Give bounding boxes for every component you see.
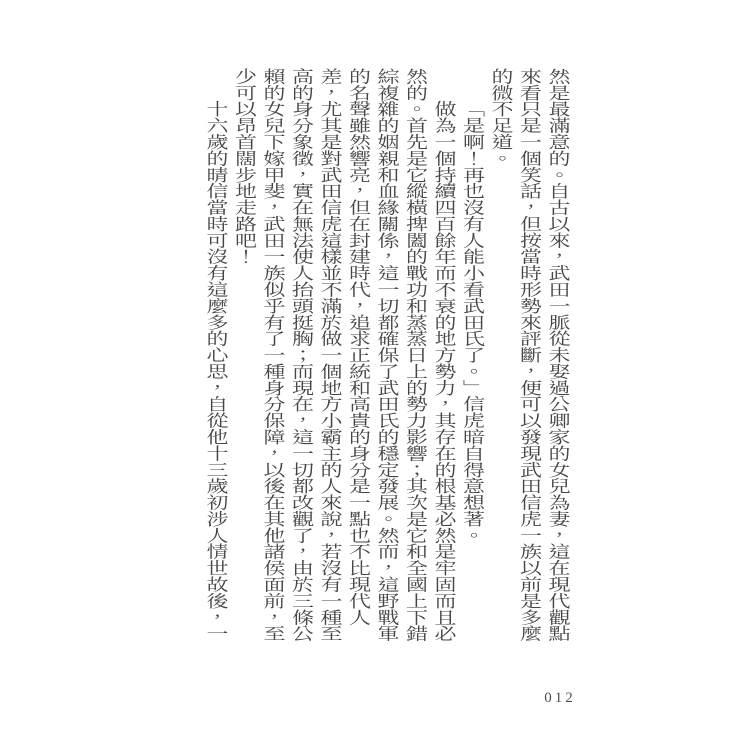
paragraph-dialogue: 「是啊！再也沒有人能小看武田氏了。」信虎暗自得意想著。	[460, 100, 486, 544]
paragraph-continuation: 然是最滿意的。自古以來，武田一脈從未娶過公卿家的女兒為妻，這在現代觀點來看只是一個笑話，但按當時形勢來評斷，便可以發現武田信虎一族以前是多麼的微不足道。	[489, 68, 571, 642]
page-number: 012	[544, 690, 576, 706]
paragraph-body-last: 十六歲的晴信當時可沒有這麼多的心思，自從他十三歲初涉人情世故後，一	[204, 100, 229, 642]
body-text	[202, 68, 573, 642]
paragraph-body: 做為一個持續四百餘年而不衰的地方勢力，其存在的根基必然是牢固而且必然的。首先是它縱橫捭闔的戰功和蒸蒸日上的勢力影響；其次是它和全國上下錯綜複雜的姻親和血緣關係，這一切都確保了武田氏的穩定發展。然而，這野戰軍的名聲雖然響亮，但在封建時代，追求正統和高貴的身分是一點也不比現代人差，尤其是對武田信虎這樣並不滿於做一個地方小霸主的人來說，若沒有一種至高的身分象徵，實在無法使人抬頭挺胸；而現在，這一切都改觀了，由於三條公賴的女兒下嫁甲斐，武田一族似乎有了一種身分保障，以後在其他諸侯面前，至少可以昂首闊步地走路吧！	[232, 68, 457, 642]
